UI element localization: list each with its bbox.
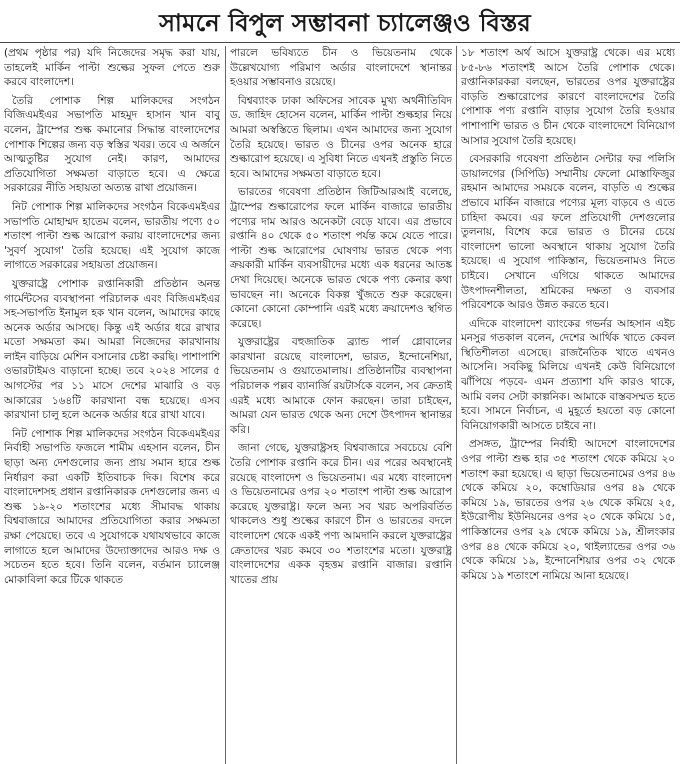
paragraph: নিট পোশাক শিল্প মালিকদের সংগঠন বিকেএমইএর সভাপতি মোহাম্মদ হাতেম বলেন, ভারতীয় পণ্যে ৫০ শতাংশ পাল্টা শুল্ক আরোপ করায় বাংলাদেশের জন্য 'সুবর্ণ সুযোগ' তৈরি হয়েছে। এই সুযোগ কাজে লাগাতে সরকারের সহায়তা প্রয়োজন। [4,200,220,272]
paragraph: নিট পোশাক শিল্প মালিকদের সংগঠন বিকেএমইএর নির্বাহী সভাপতি ফজলে শামীম এহসান বলেন, চীন ছাড়া অন্য দেশগুলোর জন্য প্রায় সমান হারে শুল্ক নির্ধারণ করা একটি ইতিবাচক দিক। বিশেষ করে বাংলাদেশসহ প্রধান রপ্তানিকারক দেশগুলোর জন্য এ শুল্ক ১৯-২০ শতাংশের মধ্যে সীমাবদ্ধ থাকায় বিশ্ববাজারে আমাদের প্রতিযোগিতা করার সক্ষমতা রক্ষা পেয়েছে। তবে এ সুযোগকে যথাযথভাবে কাজে লাগাতে হলে আমাদের উদ্যোক্তাদের আরও দক্ষ ও সচেতন হতে হবে। তিনি বলেন, বর্তমান চ্যালেঞ্জ মোকাবিলা করে টিকে থাকতে [4,427,220,586]
article-column-3 [461,46,675,762]
column-divider [456,46,457,764]
paragraph: ১৮ শতাংশ অর্থ আসে যুক্তরাষ্ট্র থেকে। এর মধ্যে ৮৫-৮৬ শতাংশই আসে তৈরি পোশাক থেকে। রপ্তানিকারকরা বলছেন, ভারতের ওপর যুক্তরাষ্ট্রের বাড়তি শুল্কারোপের কারণে বাংলাদেশের তৈরি পোশাক পণ্য রপ্তানি বাড়ার সুযোগ তৈরি হওয়ার পাশাপাশি ভারত ও চীন থেকে বাংলাদেশে বিনিয়োগ আসার সুযোগ তৈরি হয়েছে। [461,47,675,147]
paragraph: এদিকে বাংলাদেশ ব্যাংকের গভর্নর আহসান এইচ মনসুর গতকাল বলেন, দেশের আর্থিক খাতে কেবল স্থিতিশীলতা এসেছে। রাজনৈতিক খাতে এখনও আসেনি। সবকিছু মিলিয়ে এখনই কেউ বিনিয়োগে ঝাঁপিয়ে পড়বে- এমন প্রত্যাশা যদি কারও থাকে, আমি বলব সেটা কাল্পনিক। আমাকে বাস্তবসম্মত হতে হবে। সামনে নির্বাচন, এ মুহূর্তে হয়তো বড় কোনো বিনিয়োগকারী আসতে চাইবে না। [461,317,675,432]
paragraph: বিশ্বব্যাংক ঢাকা অফিসের সাবেক মুখ্য অর্থনীতিবিদ ড. জাহিদ হোসেন বলেন, মার্কিন পাল্টা শুল্কহার নিয়ে আমরা অস্বস্তিতে ছিলাম। এখন আমাদের জন্য সুযোগ তৈরি হয়েছে। ভারত ও চীনের ওপর অনেক হারে শুল্কারোপ হয়েছে। এ সুবিধা নিতে এখনই প্রস্তুতি নিতে হবে। আমাদের সক্ষমতা বাড়াতে হবে। [230,94,452,180]
paragraph: বেসরকারি গবেষণা প্রতিষ্ঠান সেন্টার ফর পলিসি ডায়ালগের (সিপিডি) সম্মানীয় ফেলো মোস্তাফিজুর রহমান আমাদের সময়কে বলেন, বাড়তি এ শুল্কের প্রভাবে মার্কিন বাজারে পণ্যের মূল্য বাড়বে ও এতে চাহিদা কমবে। এর ফলে প্রতিযোগী দেশগুলোর তুলনায়, বিশেষ করে ভারত ও চীনের চেয়ে বাংলাদেশ ভালো অবস্থানে থাকায় সুযোগ তৈরি হয়েছে। এ সুযোগ পাকিস্তান, ভিয়েতনামও নিতে চাইবে। সেখানে এগিয়ে থাকতে আমাদের উৎপাদনশীলতা, শ্রমিকের দক্ষতা ও ব্যবসার পরিবেশকে আরও উন্নত করতে হবে। [461,153,675,312]
article-column-2 [230,46,452,762]
page-title: সামনে বিপুল সম্ভাবনা চ্যালেঞ্জও বিস্তর [159,8,531,37]
paragraph: যুক্তরাষ্ট্রে পোশাক রপ্তানিকারী প্রতিষ্ঠান অনন্ত গার্মেন্টসের ব্যবস্থাপনা পরিচালক এবং বিজিএমইএর সহ-সভাপতি ইনামুল হক খান বলেন, আমাদের কাছে অনেক অর্ডার আসছে। কিন্তু এই অর্ডার ধরে রাখার মতো সক্ষমতা কম। আমরা নিজেদের কারখানায় লাইন বাড়িয়ে মেশিন বসানোর চেষ্টা করছি। পাশাপাশি ওভারটাইমও বাড়ানো হচ্ছে। তবে ২০২৪ সালের ৫ আগস্টের পর ১১ মাসে দেশের মাঝারি ও বড় আকারের ১৬৪টি কারখানা বন্ধ হয়েছে। এসব কারখানা চালু হলে অনেক অর্ডার ধরে রাখা যাবে। [4,277,220,422]
paragraph: ভারতের গবেষণা প্রতিষ্ঠান জিটিআরআই বলেছে, ট্রাম্পের শুল্কারোপের ফলে মার্কিন বাজারে ভারতীয় পণ্যের দাম আরও অনেকটা বেড়ে যাবে। এর প্রভাবে রপ্তানি ৪০ থেকে ৫০ শতাংশ পর্যন্ত কমে যেতে পারে। পাল্টা শুল্ক আরোপের ঘোষণায় ভারত থেকে পণ্য ক্রয়কারী মার্কিন ব্যবসায়ীদের মধ্যে এক ধরনের আতঙ্ক দেখা দিয়েছে। অনেকে ভারত থেকে পণ্য কেনার কথা ভাবছেন না। অনেকে বিকল্প খুঁজতে শুরু করেছেন। কোনো কোনো কোম্পানি এরই মধ্যে ক্রয়াদেশও স্থগিত করেছে। [230,186,452,330]
article-column-1 [4,46,220,762]
paragraph: জানা গেছে, যুক্তরাষ্ট্রসহ বিশ্ববাজারে সবচেয়ে বেশি তৈরি পোশাক রপ্তানি করে চীন। এর পরের অবস্থানেই রয়েছে বাংলাদেশ ও ভিয়েতনাম। এর মধ্যে বাংলাদেশ ও ভিয়েতনামের ওপর ২০ শতাংশ পাল্টা শুল্ক আরোপ করেছে যুক্তরাষ্ট্র। ফলে অন্য সব খরচ অপরিবর্তিত থাকলেও শুধু শুল্কের কারণে চীন ও ভারতের বদলে বাংলাদেশ থেকে একই পণ্য আমদানি করলে যুক্তরাষ্ট্রের ক্রেতাদের খরচ কমবে ৩০ শতাংশের মতো। যুক্তরাষ্ট্র বাংলাদেশের একক বৃহত্তম রপ্তানি বাজার। রপ্তানি খাতের প্রায় [230,442,452,586]
paragraph: প্রসঙ্গত, ট্রাম্পের নির্বাহী আদেশে বাংলাদেশের ওপর পাল্টা শুল্ক হার ৩৫ শতাংশ থেকে কমিয়ে ২০ শতাংশ করা হয়েছে। এ ছাড়া ভিয়েতনামের ওপর ৪৬ থেকে কমিয়ে ২০, কম্বোডিয়ার ওপর ৪৯ থেকে কমিয়ে ১৯, ভারতের ওপর ২৬ থেকে কমিয়ে ২৫, ইউরোপীয় ইউনিয়নের ওপর ২০ থেকে কমিয়ে ১৫, পাকিস্তানের ওপর ২৯ থেকে কমিয়ে ১৯, শ্রীলংকার ওপর ৪৪ থেকে কমিয়ে ২০, থাইল্যান্ডের ওপর ৩৬ থেকে কমিয়ে ১৯, ইন্দোনেশিয়ার ওপর ৩২ থেকে কমিয়ে ১৯ শতাংশে নামিয়ে আনা হয়েছে। [461,438,675,582]
paragraph: তৈরি পোশাক শিল্প মালিকদের সংগঠন বিজিএমইএর সভাপতি মাহমুদ হাসান খান বাবু বলেন, ট্রাম্পের শুল্ক কমানোর সিদ্ধান্ত বাংলাদেশের পোশাক শিল্পের জন্য বড় স্বস্তির খবর। তবে এ অর্জনে আত্মতুষ্টির সুযোগ নেই। কারণ, আমাদের প্রতিযোগিতা সক্ষমতা বাড়াতে হবে। এ ক্ষেত্রে সরকারের নীতি সহায়তা অত্যন্ত রাখা প্রয়োজন। [4,94,220,195]
paragraph: যুক্তরাষ্ট্রের বহুজাতিক ব্র্যান্ড পার্ল গ্লোবালের কারখানা রয়েছে বাংলাদেশ, ভারত, ইন্দোনেশিয়া, ভিয়েতনাম ও গুয়াতেমালায়। প্রতিষ্ঠানটির ব্যবস্থাপনা পরিচালক পল্লব ব্যানার্জি রয়টার্সকে বলেন, সব ক্রেতাই এরই মধ্যে আমাকে ফোন করছেন। তারা চাইছেন, আমরা যেন ভারত থেকে অন্য দেশে উৎপাদন স্থানান্তর করি। [230,336,452,436]
paragraph: পারলে ভবিষ্যতে চীন ও ভিয়েতনাম থেকে উল্লেখযোগ্য পরিমাণ অর্ডার বাংলাদেশে স্থানান্তর হওয়ার সম্ভাবনাও রয়েছে। [230,47,452,89]
headline-rule [0,42,680,43]
column-divider [225,46,226,764]
paragraph: (প্রথম পৃষ্ঠার পর) যদি নিজেদের সমৃদ্ধ করা যায়, তাহলেই মার্কিন পাল্টা শুল্কের সুফল পেতে শুরু করবে বাংলাদেশ। [4,47,220,89]
